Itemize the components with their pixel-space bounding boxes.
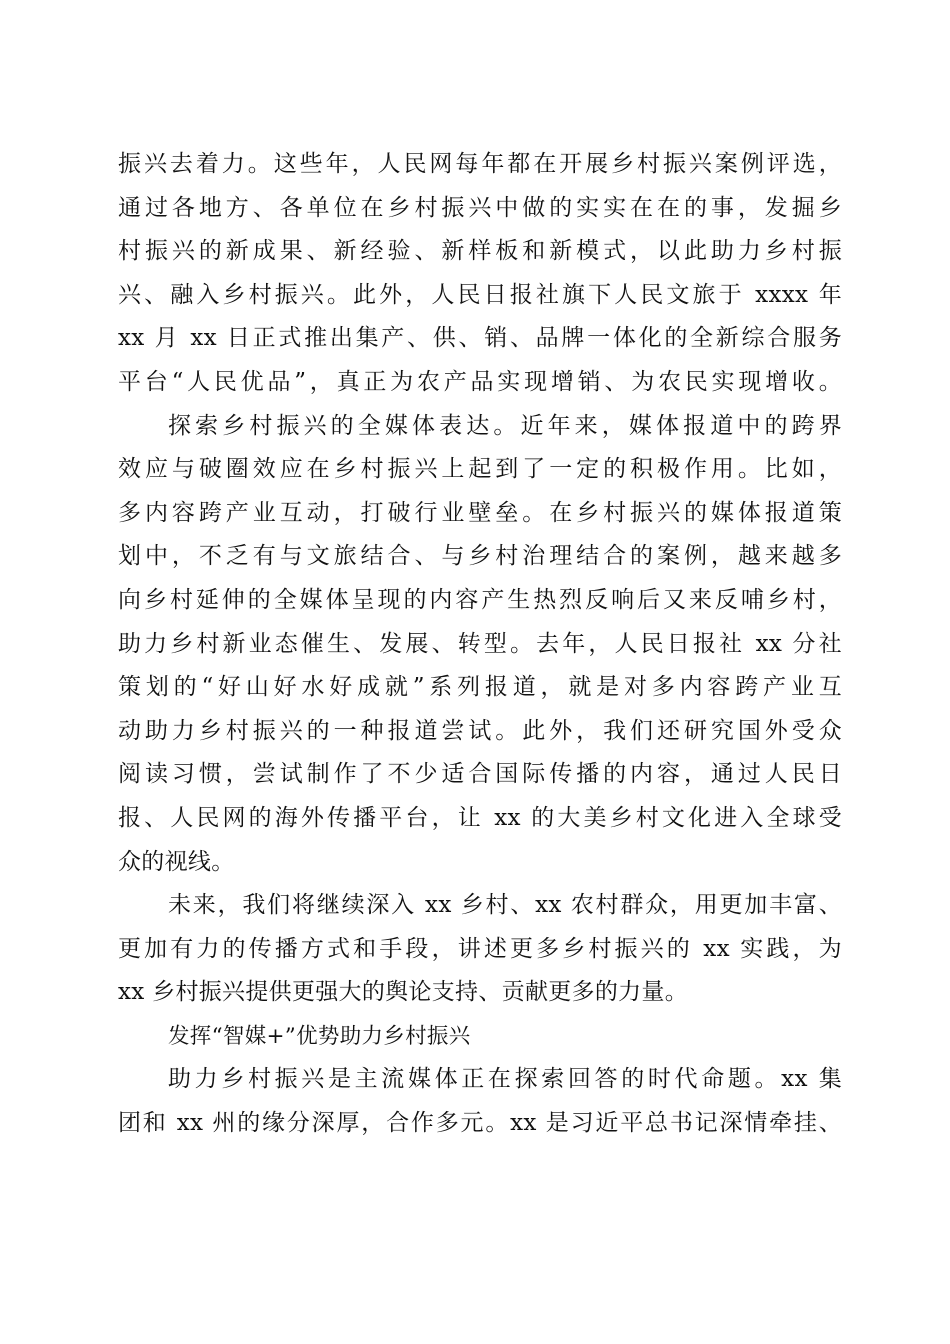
text-line-3: 村振兴的新成果、新经验、新样板和新模式，以此助力乡村振 (118, 238, 842, 265)
document-body (118, 143, 842, 1146)
text-line-17: 众的视线。 (118, 848, 235, 875)
text-line-20: xx 乡村振兴提供更强大的舆论支持、贡献更多的力量。 (118, 979, 689, 1006)
text-line-1: 振兴去着力。这些年，人民网每年都在开展乡村振兴案例评选， (118, 151, 842, 177)
text-line-16: 报、人民网的海外传播平台，让 xx 的大美乡村文化进入全球受 (118, 804, 842, 831)
text-line-9: 多内容跨产业互动，打破行业壁垒。在乡村振兴的媒体报道策 (118, 499, 842, 526)
text-line-22: 助力乡村振兴是主流媒体正在探索回答的时代命题。xx 集 (168, 1066, 842, 1093)
text-line-11: 向乡村延伸的全媒体呈现的内容产生热烈反响后又来反哺乡村， (118, 586, 842, 613)
text-line-18: 未来，我们将继续深入 xx 乡村、xx 农村群众，用更加丰富、 (168, 892, 842, 919)
text-line-5: xx 月 xx 日正式推出集产、供、销、品牌一体化的全新综合服务 (118, 325, 842, 352)
text-line-6: 平台“人民优品”，真正为农产品实现增销、为农民实现增收。 (118, 368, 842, 395)
text-line-23: 团和 xx 州的缘分深厚，合作多元。xx 是习近平总书记深情牵挂、 (118, 1110, 842, 1137)
text-line-13: 策划的“好山好水好成就”系列报道，就是对多内容跨产业互 (118, 674, 842, 701)
text-line-7: 探索乡村振兴的全媒体表达。近年来，媒体报道中的跨界 (168, 412, 842, 439)
text-line-19: 更加有力的传播方式和手段，讲述更多乡村振兴的 xx 实践，为 (118, 935, 842, 962)
text-line-2: 通过各地方、各单位在乡村振兴中做的实实在在的事，发掘乡 (118, 194, 842, 221)
text-line-15: 阅读习惯，尝试制作了不少适合国际传播的内容，通过人民日 (118, 761, 842, 788)
text-line-8: 效应与破圈效应在乡村振兴上起到了一定的积极作用。比如， (118, 456, 842, 483)
text-line-14: 动助力乡村振兴的一种报道尝试。此外，我们还研究国外受众 (118, 717, 842, 744)
text-line-12: 助力乡村新业态催生、发展、转型。去年，人民日报社 xx 分社 (118, 630, 842, 657)
section-heading: 发挥“智媒+”优势助力乡村振兴 (168, 1023, 471, 1049)
text-line-4: 兴、融入乡村振兴。此外，人民日报社旗下人民文旅于 xxxx 年 (118, 281, 842, 308)
text-line-10: 划中，不乏有与文旅结合、与乡村治理结合的案例，越来越多 (118, 543, 842, 570)
